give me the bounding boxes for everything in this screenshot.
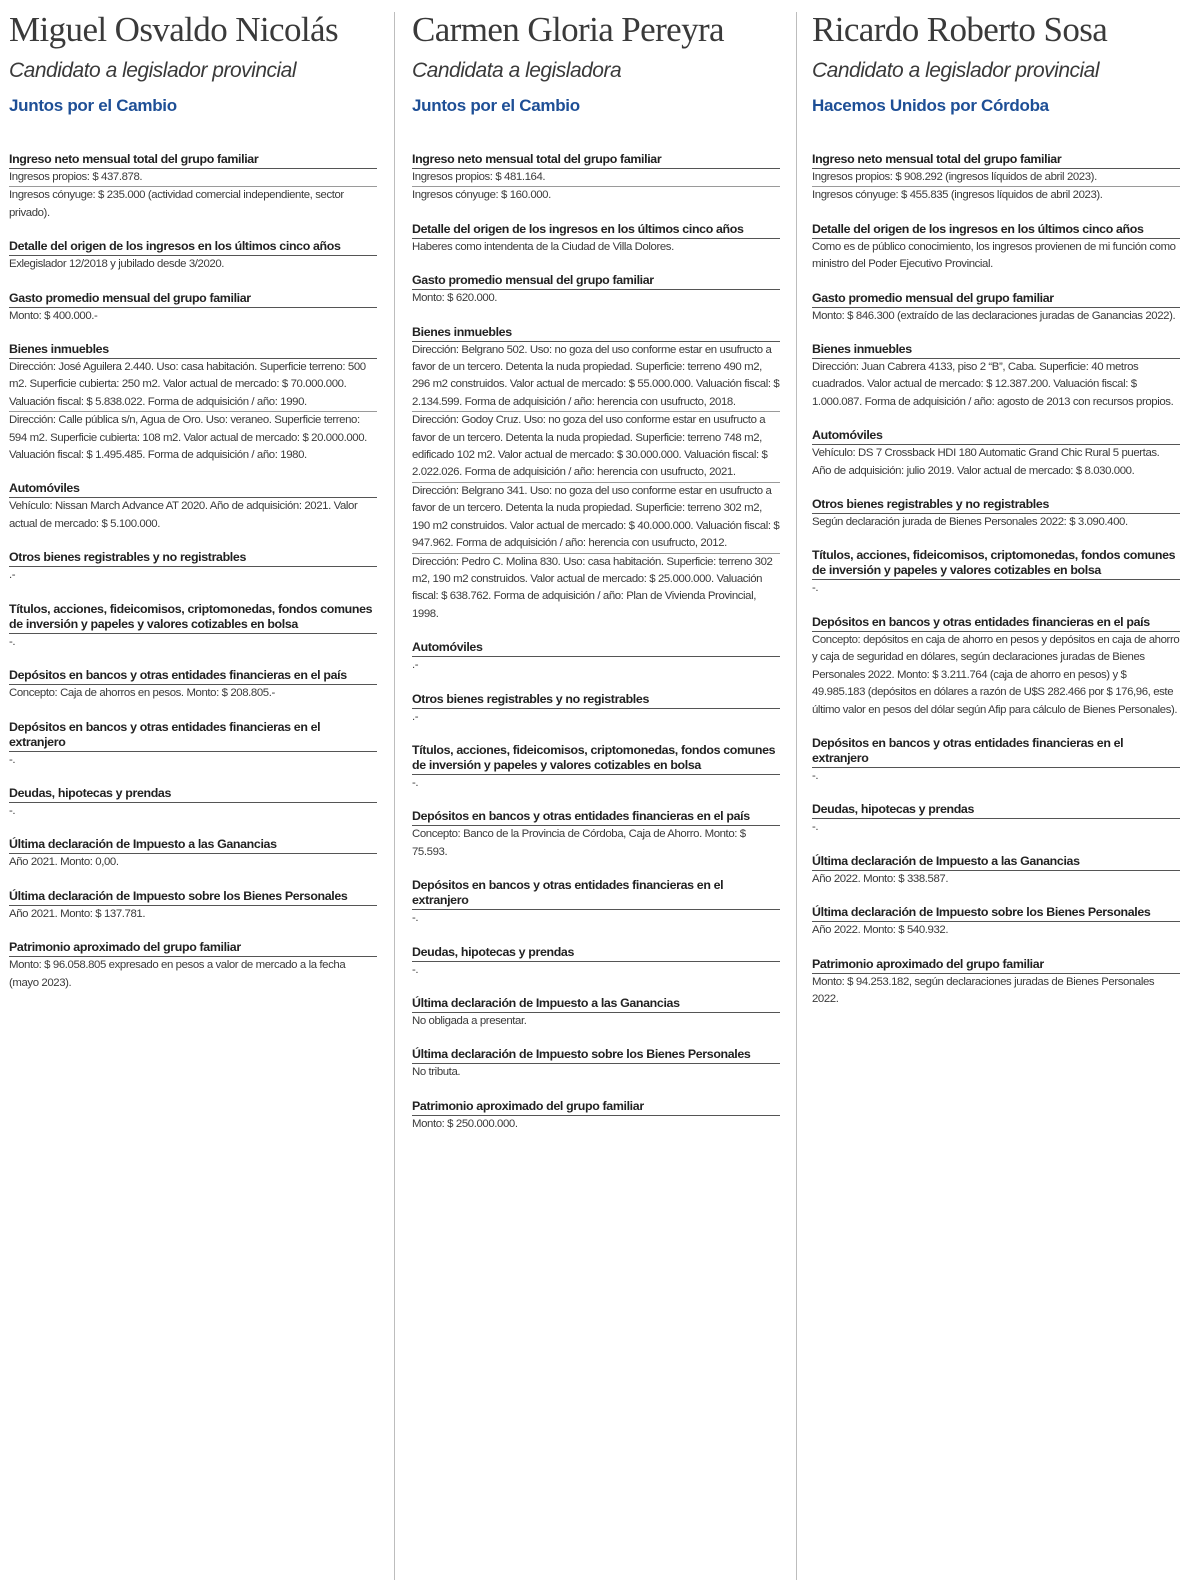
candidate-role: Candidato a legislador provincial	[9, 59, 297, 82]
declaration-sections	[812, 152, 1180, 1008]
section-title: Gasto promedio mensual del grupo familiar	[812, 291, 1180, 308]
section-title: Gasto promedio mensual del grupo familiar	[9, 291, 377, 308]
section-title: Otros bienes registrables y no registrables	[812, 497, 1180, 514]
section-entry: Ingresos cónyuge: $ 160.000.	[412, 186, 780, 204]
section-entry: Año 2021. Monto: $ 137.781.	[9, 907, 146, 920]
section-title: Títulos, acciones, fideicomisos, criptomonedas, fondos comunes de inversión y papeles y valores cotizables en bolsa	[412, 743, 780, 775]
section-entry: No obligada a presentar.	[412, 1014, 527, 1027]
section-entry: Dirección: Belgrano 502. Uso: no goza del uso conforme estar en usufructo a favor de un tercero. Detenta la nuda propiedad. Superficie: terreno 490 m2, 296 m2 construidos. Valor actual de mercado: $ 55.000.000. Valuación fiscal: $ 2.134.599. Forma de adquisición / año: herencia con usufructo, 2018.	[412, 343, 780, 408]
declaration-section	[412, 640, 780, 674]
section-entry: Haberes como intendenta de la Ciudad de Villa Dolores.	[412, 240, 674, 253]
section-entry: -.	[812, 769, 819, 782]
section-entry: Dirección: Godoy Cruz. Uso: no goza del uso conforme estar en usufructo a favor de un tercero. Detenta la nuda propiedad. Superficie: terreno 748 m2, edificado 102 m2. Valor actual de mercado: $ 30.000.000. Valuación fiscal: $ 2.022.026. Forma de adquisición / año: herencia con usufructo, 2021.	[412, 411, 780, 482]
section-title: Bienes inmuebles	[412, 325, 780, 342]
section-title: Bienes inmuebles	[812, 342, 1180, 359]
section-entry: -.	[412, 776, 419, 789]
section-entry: .-	[412, 659, 419, 672]
declaration-section	[412, 222, 780, 256]
declaration-section	[9, 940, 377, 992]
section-title: Automóviles	[412, 640, 780, 657]
declaration-section	[412, 996, 780, 1030]
section-entry: -.	[9, 635, 16, 648]
section-entry: Dirección: Pedro C. Molina 830. Uso: casa habitación. Superficie: terreno 302 m2, 190 m2 construidos. Valor actual de mercado: $ 25.000.000. Valuación fiscal: $ 638.762. Forma de adquisición / año: Plan de Vivienda Provincial, 1998.	[412, 553, 780, 624]
section-title: Patrimonio aproximado del grupo familiar	[812, 957, 1180, 974]
section-entry: Dirección: José Aguilera 2.440. Uso: casa habitación. Superficie terreno: 500 m2. Superficie cubierta: 250 m2. Valor actual de mercado: $ 70.000.000. Valuación fiscal: $ 5.838.022. Forma de adquisición / año: 1990.	[9, 361, 366, 408]
declaration-section	[812, 905, 1180, 939]
candidate-name: Ricardo Roberto Sosa	[812, 10, 1108, 49]
section-title: Bienes inmuebles	[9, 342, 377, 359]
section-entry: Dirección: Calle pública s/n, Agua de Oro. Uso: veraneo. Superficie terreno: 594 m2. Superficie cubierta: 108 m2. Valor actual de mercado: $ 20.000.000. Valuación fiscal: $ 1.495.485. Forma de adquisición / año: 1980.	[9, 411, 377, 464]
declaration-section	[9, 889, 377, 923]
section-entry: .-	[9, 569, 16, 582]
section-title: Detalle del origen de los ingresos en los últimos cinco años	[812, 222, 1180, 239]
declaration-section	[412, 152, 780, 205]
section-title: Deudas, hipotecas y prendas	[9, 786, 377, 803]
section-entry: Vehículo: Nissan March Advance AT 2020. Año de adquisición: 2021. Valor actual de mercado: $ 5.100.000.	[9, 500, 358, 530]
candidate-role: Candidato a legislador provincial	[812, 59, 1100, 82]
section-entry: Monto: $ 400.000.-	[9, 309, 98, 322]
section-entry: Monto: $ 94.253.182, según declaraciones juradas de Bienes Personales 2022.	[812, 975, 1155, 1005]
section-entry: Exlegislador 12/2018 y jubilado desde 3/2020.	[9, 258, 225, 271]
candidate-column	[9, 0, 377, 1580]
section-title: Última declaración de Impuesto a las Ganancias	[812, 854, 1180, 871]
declaration-section	[9, 786, 377, 820]
section-title: Depósitos en bancos y otras entidades financieras en el país	[412, 809, 780, 826]
section-title: Ingreso neto mensual total del grupo familiar	[812, 152, 1180, 169]
declaration-section	[412, 692, 780, 726]
declaration-section	[9, 239, 377, 273]
column-divider	[796, 12, 797, 1580]
declaration-section	[9, 342, 377, 464]
section-title: Deudas, hipotecas y prendas	[812, 802, 1180, 819]
section-title: Ingreso neto mensual total del grupo familiar	[9, 152, 377, 169]
declaration-section	[412, 1047, 780, 1081]
section-title: Última declaración de Impuesto a las Ganancias	[412, 996, 780, 1013]
declaration-section	[812, 736, 1180, 785]
section-title: Ingreso neto mensual total del grupo familiar	[412, 152, 780, 169]
declaration-section	[812, 222, 1180, 274]
declaration-section	[812, 854, 1180, 888]
section-entry: Monto: $ 846.300 (extraído de las declaraciones juradas de Ganancias 2022).	[812, 309, 1176, 322]
section-entry: -.	[9, 753, 16, 766]
declaration-section	[812, 548, 1180, 597]
declaration-section	[412, 809, 780, 861]
declaration-section	[9, 720, 377, 769]
section-title: Deudas, hipotecas y prendas	[412, 945, 780, 962]
declaration-section	[9, 550, 377, 584]
section-entry: No tributa.	[412, 1066, 461, 1079]
candidate-name: Miguel Osvaldo Nicolás	[9, 10, 338, 49]
section-entry: -.	[812, 821, 819, 834]
declaration-section	[9, 837, 377, 871]
section-entry: Ingresos propios: $ 908.292 (ingresos líquidos de abril 2023).	[812, 171, 1097, 183]
section-entry: Según declaración jurada de Bienes Personales 2022: $ 3.090.400.	[812, 516, 1128, 529]
declaration-section	[9, 602, 377, 651]
section-entry: Monto: $ 96.058.805 expresado en pesos a valor de mercado a la fecha (mayo 2023).	[9, 959, 346, 989]
section-title: Otros bienes registrables y no registrables	[412, 692, 780, 709]
declaration-section	[412, 1099, 780, 1133]
section-title: Títulos, acciones, fideicomisos, criptomonedas, fondos comunes de inversión y papeles y valores cotizables en bolsa	[812, 548, 1180, 580]
candidate-role: Candidata a legisladora	[412, 59, 622, 82]
section-title: Títulos, acciones, fideicomisos, criptomonedas, fondos comunes de inversión y papeles y valores cotizables en bolsa	[9, 602, 377, 634]
section-title: Patrimonio aproximado del grupo familiar	[9, 940, 377, 957]
section-entry: Concepto: depósitos en caja de ahorro en pesos y depósitos en caja de ahorro y caja de seguridad en dólares, según declaraciones juradas de Bienes Personales 2022. Monto: $ 3.211.764 (caja de ahorro en pesos) y $ 49.985.183 (depósitos en dólares a razón de U$S 282.466 por $ 176,96, este último valor en pesos del dólar según Afip para cálculo de Bienes Personales).	[812, 633, 1180, 716]
declaration-section	[412, 273, 780, 307]
section-entry: -.	[9, 804, 16, 817]
section-entry: Año 2021. Monto: 0,00.	[9, 856, 119, 869]
section-entry: Concepto: Caja de ahorros en pesos. Monto: $ 208.805.-	[9, 687, 275, 700]
section-entry: Año 2022. Monto: $ 540.932.	[812, 924, 949, 937]
section-entry: Ingresos propios: $ 481.164.	[412, 171, 546, 183]
section-title: Patrimonio aproximado del grupo familiar	[412, 1099, 780, 1116]
declaration-section	[812, 957, 1180, 1009]
section-title: Depósitos en bancos y otras entidades financieras en el extranjero	[412, 878, 780, 910]
candidate-column	[412, 0, 780, 1580]
section-title: Detalle del origen de los ingresos en los últimos cinco años	[9, 239, 377, 256]
section-title: Última declaración de Impuesto sobre los Bienes Personales	[412, 1047, 780, 1064]
declaration-section	[412, 743, 780, 792]
declaration-section	[812, 428, 1180, 480]
section-title: Depósitos en bancos y otras entidades financieras en el país	[812, 615, 1180, 632]
section-entry: .-	[412, 710, 419, 723]
section-entry: -.	[412, 963, 419, 976]
declaration-section	[9, 152, 377, 222]
section-entry: Ingresos cónyuge: $ 235.000 (actividad comercial independiente, sector privado).	[9, 186, 377, 222]
declaration-section	[9, 668, 377, 702]
declaration-section	[812, 291, 1180, 325]
section-entry: Dirección: Belgrano 341. Uso: no goza del uso conforme estar en usufructo a favor de un tercero. Detenta la nuda propiedad. Superficie: terreno 302 m2, 190 m2 construidos. Valor actual de mercado: $ 40.000.000. Valuación fiscal: $ 947.962. Forma de adquisición / año: herencia con usufructo, 2012.	[412, 482, 780, 553]
section-title: Detalle del origen de los ingresos en los últimos cinco años	[412, 222, 780, 239]
section-title: Automóviles	[9, 481, 377, 498]
declaration-sections	[9, 152, 377, 992]
declaration-sections	[412, 152, 780, 1133]
section-entry: Concepto: Banco de la Provincia de Córdoba, Caja de Ahorro. Monto: $ 75.593.	[412, 828, 746, 858]
column-divider	[394, 12, 395, 1580]
section-entry: Dirección: Juan Cabrera 4133, piso 2 “B”, Caba. Superficie: 40 metros cuadrados. Valor actual de mercado: $ 12.387.200. Valuación fiscal: $ 1.000.087. Forma de adquisición / año: agosto de 2013 con recursos propios.	[812, 361, 1174, 408]
declaration-section	[412, 945, 780, 979]
candidate-column	[812, 0, 1180, 1580]
section-entry: Ingresos cónyuge: $ 455.835 (ingresos líquidos de abril 2023).	[812, 186, 1180, 204]
section-entry: Monto: $ 250.000.000.	[412, 1117, 518, 1130]
section-title: Depósitos en bancos y otras entidades financieras en el extranjero	[9, 720, 377, 752]
candidate-party: Hacemos Unidos por Córdoba	[812, 96, 1049, 115]
candidate-party: Juntos por el Cambio	[9, 96, 177, 115]
candidate-party: Juntos por el Cambio	[412, 96, 580, 115]
declaration-section	[812, 152, 1180, 205]
section-entry: Monto: $ 620.000.	[412, 292, 498, 305]
section-entry: -.	[412, 912, 419, 925]
declaration-section	[812, 802, 1180, 836]
section-entry: Ingresos propios: $ 437.878.	[9, 171, 143, 183]
declaration-section	[412, 878, 780, 927]
section-title: Última declaración de Impuesto sobre los Bienes Personales	[812, 905, 1180, 922]
candidate-name: Carmen Gloria Pereyra	[412, 10, 724, 49]
section-title: Depósitos en bancos y otras entidades financieras en el país	[9, 668, 377, 685]
section-entry: Año 2022. Monto: $ 338.587.	[812, 872, 949, 885]
section-title: Depósitos en bancos y otras entidades financieras en el extranjero	[812, 736, 1180, 768]
section-entry: Como es de público conocimiento, los ingresos provienen de mi función como ministro del Poder Ejecutivo Provincial.	[812, 240, 1176, 271]
section-title: Otros bienes registrables y no registrables	[9, 550, 377, 567]
section-entry: Vehículo: DS 7 Crossback HDI 180 Automatic Grand Chic Rural 5 puertas. Año de adquisición: julio 2019. Valor actual de mercado: $ 8.030.000.	[812, 447, 1160, 477]
section-entry: -.	[812, 582, 819, 595]
declaration-section	[9, 481, 377, 533]
section-title: Gasto promedio mensual del grupo familiar	[412, 273, 780, 290]
section-title: Automóviles	[812, 428, 1180, 445]
declaration-section	[9, 291, 377, 325]
declaration-section	[812, 342, 1180, 411]
declaration-section	[412, 325, 780, 624]
section-title: Última declaración de Impuesto sobre los Bienes Personales	[9, 889, 377, 906]
declaration-section	[812, 615, 1180, 719]
section-title: Última declaración de Impuesto a las Ganancias	[9, 837, 377, 854]
declaration-section	[812, 497, 1180, 531]
